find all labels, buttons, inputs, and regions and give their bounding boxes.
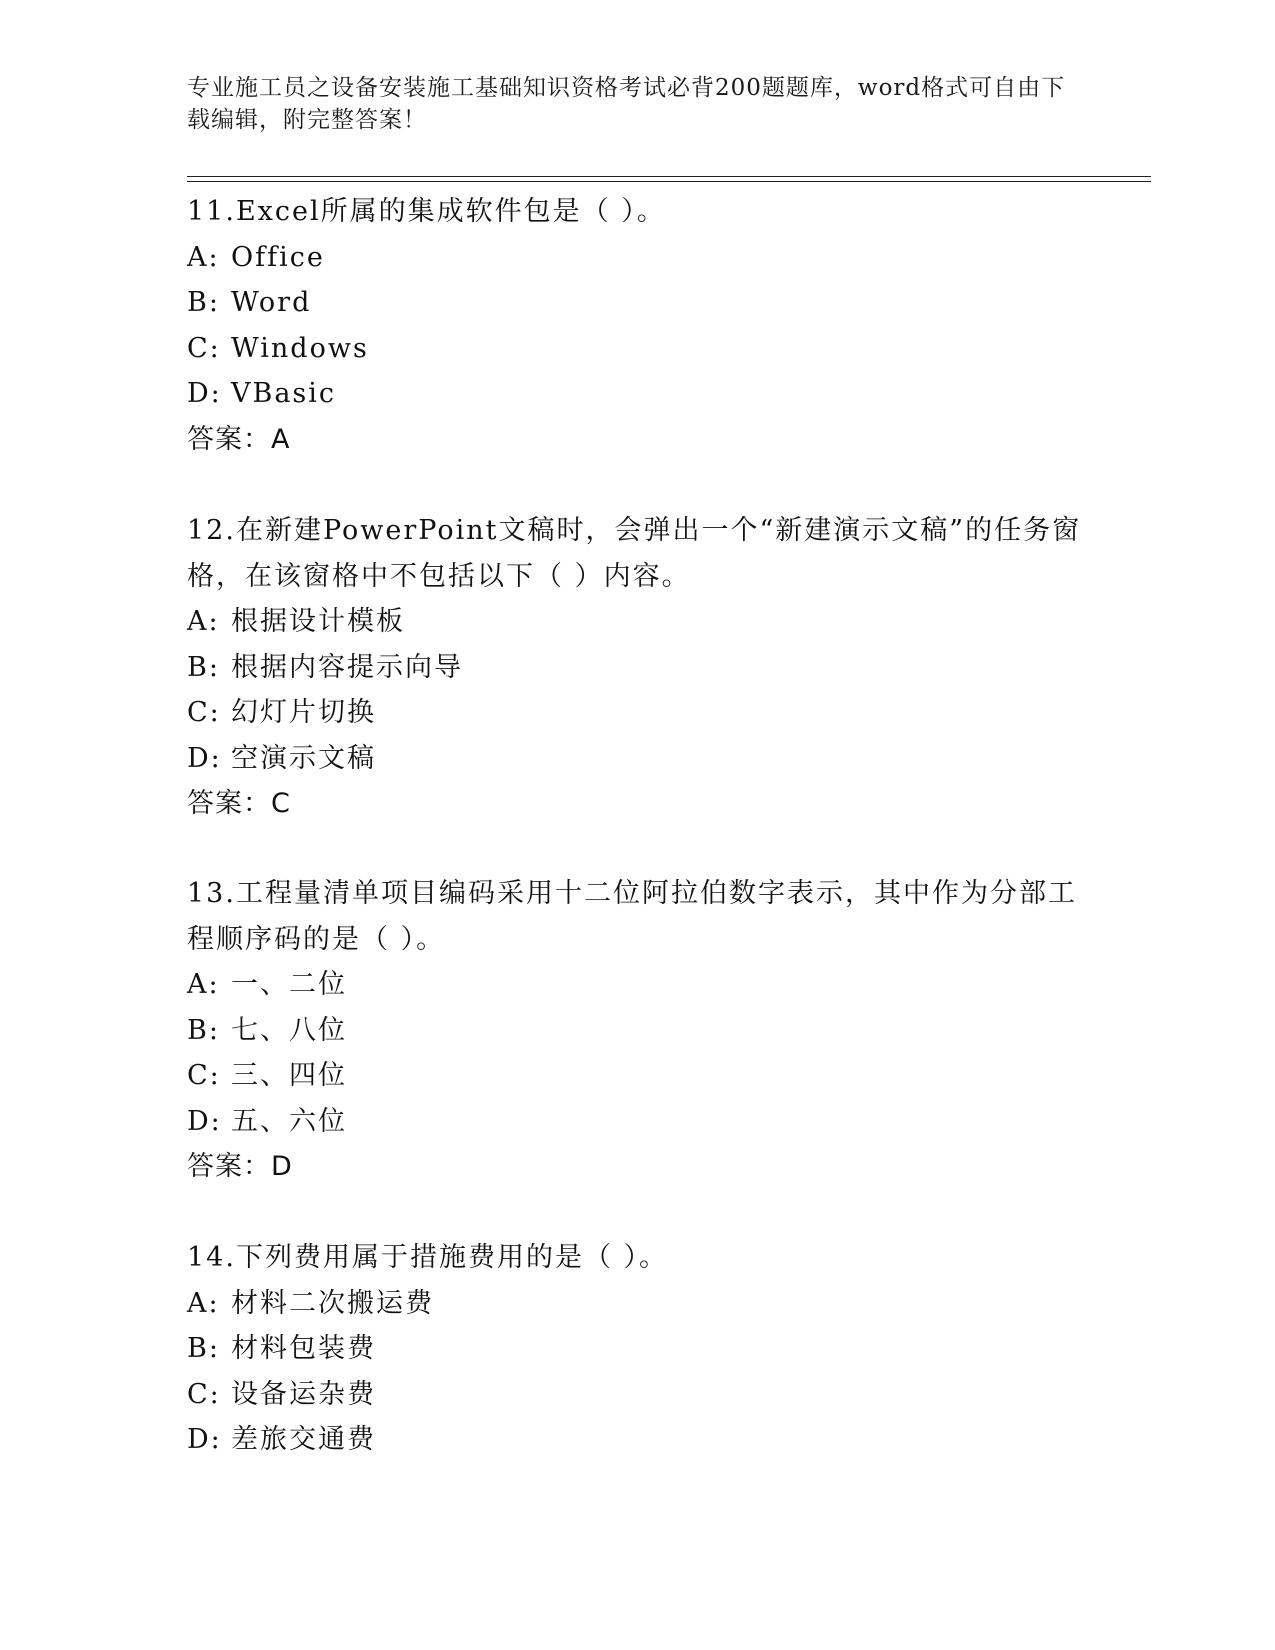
option-text: 设备运杂费 [231, 1378, 376, 1410]
question-stem: 11.Excel所属的集成软件包是（ ）。 [187, 196, 666, 227]
option-b [187, 1326, 1087, 1372]
header-divider-bottom [187, 181, 1151, 182]
option-c [187, 1053, 1087, 1099]
option-a [187, 962, 1087, 1008]
answer-label: 答案：D [187, 1151, 293, 1182]
option-b [187, 280, 1087, 326]
option-text: 材料二次搬运费 [231, 1287, 434, 1319]
option-letter: D: [187, 1105, 222, 1137]
question-12 [187, 508, 1087, 827]
option-d [187, 736, 1087, 782]
question-stem: 14.下列费用属于措施费用的是（ ）。 [187, 1242, 669, 1273]
option-text: 七、八位 [231, 1014, 347, 1046]
option-d [187, 1417, 1087, 1463]
option-letter: A: [187, 606, 220, 637]
question-stem: 12.在新建PowerPoint文稿时，会弹出一个“新建演示文稿”的任务窗格，在该窗格中不包括以下（ ）内容。 [187, 515, 1082, 592]
option-letter: D: [187, 378, 222, 409]
option-text: 空演示文稿 [231, 742, 376, 774]
option-text: 差旅交通费 [231, 1424, 376, 1455]
header-divider-top [187, 176, 1151, 177]
document-header [187, 72, 1067, 136]
option-letter: B: [187, 287, 220, 318]
option-d [187, 1099, 1087, 1145]
option-d [187, 371, 1087, 417]
option-text: 幻灯片切换 [231, 697, 376, 728]
option-c [187, 326, 1087, 372]
option-text: VBasic [231, 378, 337, 409]
option-letter: B: [187, 1333, 220, 1364]
option-text: 根据设计模板 [231, 606, 405, 637]
option-text: 一、二位 [231, 969, 347, 1000]
question-11 [187, 189, 1087, 462]
option-text: Windows [231, 332, 369, 364]
option-letter: B: [187, 1014, 220, 1046]
option-letter: A: [187, 1287, 220, 1319]
option-text: 材料包装费 [231, 1333, 376, 1364]
option-a [187, 599, 1087, 645]
option-letter: C: [187, 1060, 221, 1091]
option-text: Word [231, 287, 312, 318]
header-text: 专业施工员之设备安装施工基础知识资格考试必背200题题库，word格式可自由下载编辑，附完整答案！ [187, 75, 1066, 133]
question-13 [187, 871, 1087, 1190]
option-a [187, 1281, 1087, 1327]
option-letter: D: [187, 742, 222, 774]
option-letter: C: [187, 697, 221, 728]
option-letter: A: [187, 241, 220, 273]
option-text: 三、四位 [231, 1060, 347, 1091]
option-letter: C: [187, 1378, 221, 1410]
option-b [187, 1008, 1087, 1054]
option-text: 五、六位 [231, 1105, 347, 1137]
option-c [187, 1372, 1087, 1418]
option-text: Office [231, 241, 325, 273]
option-a [187, 235, 1087, 281]
option-letter: C: [187, 332, 221, 364]
option-text: 根据内容提示向导 [231, 651, 463, 683]
option-letter: D: [187, 1424, 222, 1455]
question-stem: 13.工程量清单项目编码采用十二位阿拉伯数字表示，其中作为分部工程顺序码的是（ ）。 [187, 878, 1077, 955]
answer-label: 答案：C [187, 788, 291, 819]
option-b [187, 645, 1087, 691]
question-14 [187, 1235, 1087, 1463]
option-letter: B: [187, 651, 220, 683]
option-c [187, 690, 1087, 736]
answer-label: 答案：A [187, 423, 291, 455]
option-letter: A: [187, 969, 220, 1000]
